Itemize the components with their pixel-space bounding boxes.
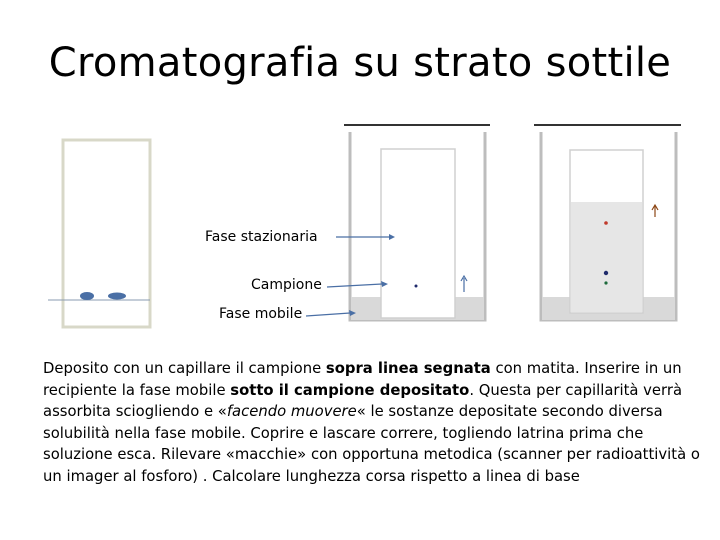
sample-spot-1 bbox=[80, 292, 94, 300]
chamber-1-spot bbox=[415, 285, 418, 288]
desc-text-3: . Questa per capillarità verrà assorbita sciogliendo e « bbox=[43, 381, 683, 420]
desc-italic-1: facendo muovere bbox=[226, 403, 357, 420]
sample-spot-2 bbox=[108, 293, 126, 300]
plate-1 bbox=[381, 149, 455, 318]
tlc-diagram bbox=[0, 110, 720, 345]
mobile-phase-arrow bbox=[306, 313, 350, 316]
tlc-plate bbox=[63, 140, 150, 327]
desc-bold-1: sopra linea segnata bbox=[325, 360, 491, 377]
description-paragraph bbox=[43, 358, 703, 487]
sample-label: Campione bbox=[251, 277, 322, 293]
sample-arrow bbox=[327, 284, 382, 287]
spot-red bbox=[604, 221, 608, 225]
plate-2-solvent-front bbox=[571, 202, 642, 312]
desc-bold-2: sotto il campione depositato bbox=[230, 381, 470, 399]
desc-text-1: Deposito con un capillare il campione bbox=[43, 360, 326, 377]
desc-text-2: con matita. Inserire in un recipiente la fase mobile bbox=[43, 360, 682, 399]
spot-navy bbox=[604, 271, 608, 275]
desc-text-4: « le sostanze depositate secondo diversa solubilità nella fase mobile. Coprire e lascare correre, togliendo latrina prima che soluzione esca. Rilevare «macchie» con opportuna metodica (scanner per radioattività o un imager al fosforo) . Calcolare lunghezza corsa rispetto a linea di base bbox=[43, 403, 700, 485]
spot-green bbox=[604, 281, 607, 284]
slide-title: Cromatografia su strato sottile bbox=[48, 40, 672, 86]
stationary-phase-label: Fase stazionaria bbox=[205, 229, 318, 245]
mobile-phase-label: Fase mobile bbox=[219, 306, 303, 322]
